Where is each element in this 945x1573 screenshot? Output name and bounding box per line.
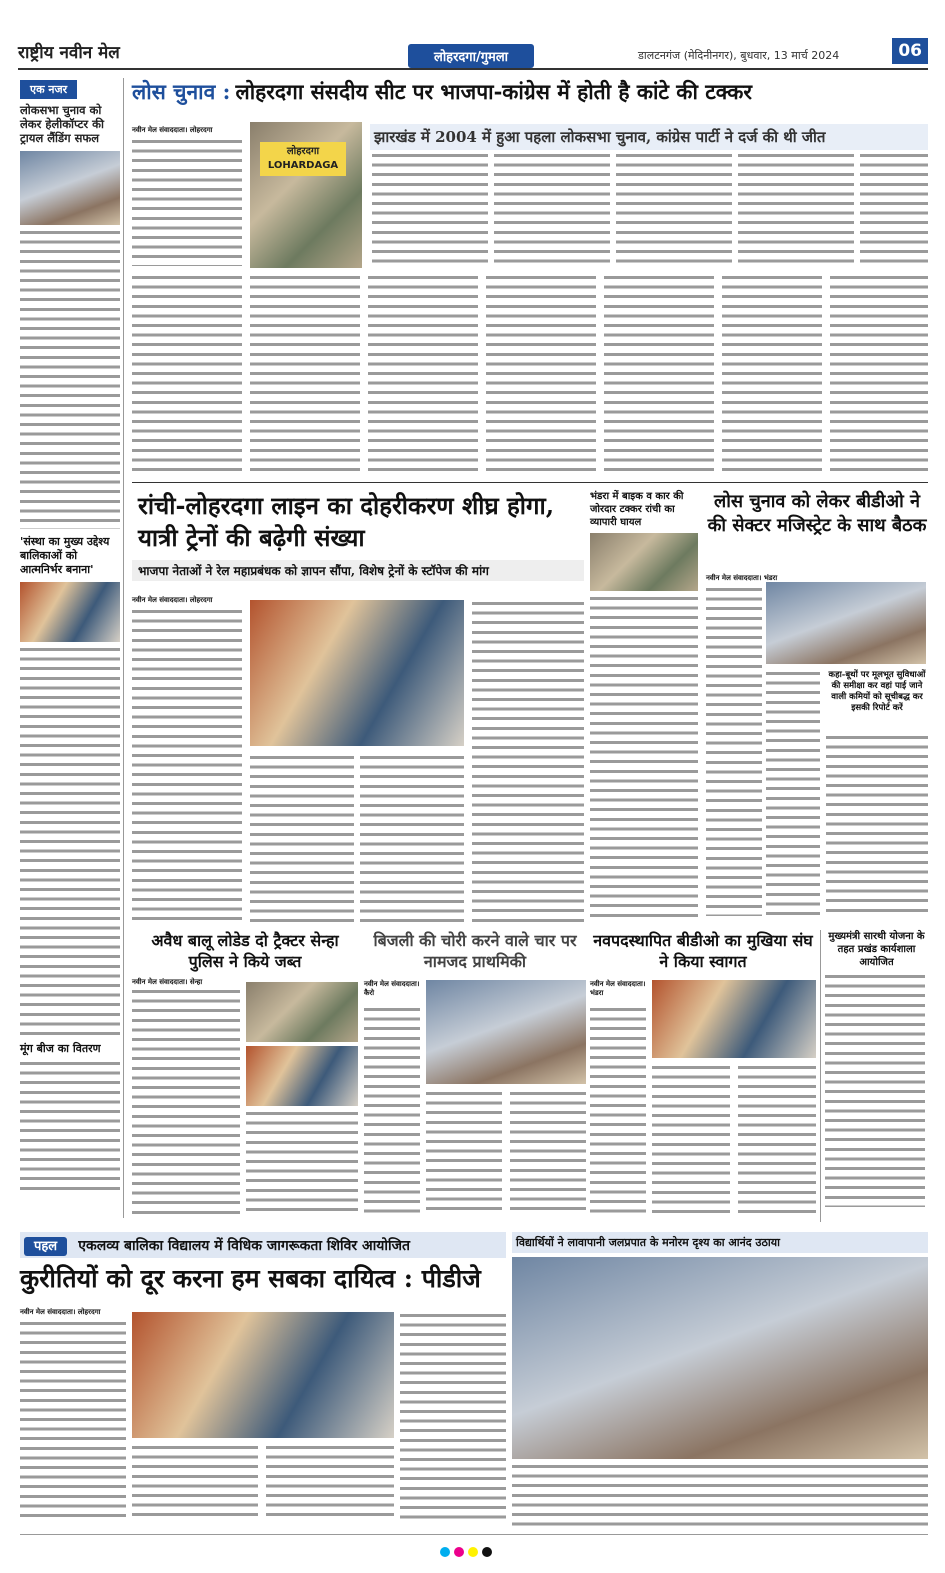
sand-story xyxy=(132,930,358,1222)
page-number: 06 xyxy=(892,38,928,64)
power-col-3 xyxy=(510,1090,586,1214)
trip-group-photo xyxy=(512,1257,928,1459)
station-sign: लोहरदगा LOHARDAGA xyxy=(260,142,346,176)
sidebar-tag: एक नजर xyxy=(20,80,77,99)
lead-col-3 xyxy=(494,152,610,266)
masthead xyxy=(18,38,928,70)
welcome-col-2 xyxy=(652,1064,730,1214)
sidebar-body-1 xyxy=(20,229,120,529)
lead-byline: नवीन मेल संवाददाता। लोहरदगा xyxy=(132,126,213,134)
section-label: लोहरदगा/गुमला xyxy=(408,44,534,68)
girls-karate-photo xyxy=(132,1312,394,1438)
bdo-quote: कहा-बूथों पर मूलभूत सुविधाओं की समीक्षा कर वहां पाई जाने वाली कमियों को सूचीबद्ध कर इसकी रिपोर्ट करें xyxy=(828,670,926,713)
lead-col-13 xyxy=(830,274,928,472)
accident-photo xyxy=(590,533,698,591)
welcome-story xyxy=(590,930,816,1222)
lead-subtitle: झारखंड में 2004 में हुआ पहला लोकसभा चुनाव, कांग्रेस पार्टी ने दर्ज की थी जीत xyxy=(370,124,928,150)
bdo-photo xyxy=(766,582,926,664)
sand-headline: अवैध बालू लोडेड दो ट्रैक्टर सेन्हा पुलिस ने किये जब्त xyxy=(151,931,339,971)
lead-col-10 xyxy=(486,274,596,472)
power-photo xyxy=(426,980,586,1084)
registration-marks xyxy=(438,1542,494,1561)
rail-headline: रांची-लोहरदगा लाइन का दोहरीकरण शीघ्र होगा, यात्री ट्रेनों की बढ़ेगी संख्या xyxy=(138,491,555,552)
power-story xyxy=(364,930,586,1222)
bdo-byline: नवीन मेल संवाददाता। भंडरा xyxy=(706,574,778,582)
rail-subtitle: भाजपा नेताओं ने रेल महाप्रबंधक को ज्ञापन सौंपा, विशेष ट्रेनों के स्टॉपेज की मांग xyxy=(132,560,584,581)
sand-byline: नवीन मेल संवाददाता। सेन्हा xyxy=(132,978,203,986)
lead-kicker: लोस चुनाव : xyxy=(132,79,231,104)
welcome-col-1 xyxy=(590,1006,646,1214)
paper-logo: राष्ट्रीय नवीन मेल xyxy=(18,43,120,63)
bdo-story xyxy=(706,490,928,928)
bottom-kicker: एकलव्य बालिका विद्यालय में विधिक जागरूकता शिविर आयोजित xyxy=(78,1238,411,1254)
trip-caption xyxy=(512,1463,928,1531)
power-col-1 xyxy=(364,1006,420,1214)
lead-col-11 xyxy=(604,274,714,472)
cm-body xyxy=(825,973,925,1207)
welcome-photo xyxy=(652,980,816,1058)
bottom-col-3 xyxy=(266,1444,394,1522)
lead-col-6 xyxy=(860,152,928,266)
bdo-headline: लोस चुनाव को लेकर बीडीओ ने की सेक्टर मजिस्ट्रेट के साथ बैठक xyxy=(707,491,927,536)
tractor-photo-1 xyxy=(246,982,358,1042)
rail-col-3 xyxy=(360,754,464,922)
sidebar-headline-3: मूंग बीज का वितरण xyxy=(20,1042,101,1055)
bottom-headline: कुरीतियों को दूर करना हम सबका दायित्व : पीडीजे xyxy=(20,1264,481,1293)
welcome-headline: नवपदस्थापित बीडीओ का मुखिया संघ ने किया स्वागत xyxy=(593,931,813,971)
bottom-tag: पहल xyxy=(24,1237,67,1256)
sidebar-headline-2: 'संस्था का मुख्य उद्देश्य बालिकाओं को आत्मनिर्भर बनाना' xyxy=(20,535,110,576)
girls-photo xyxy=(20,582,120,642)
tractor-photo-2 xyxy=(246,1046,358,1106)
bdo-col-3 xyxy=(826,734,928,916)
lead-col-12 xyxy=(722,274,822,472)
sidebar-body-3 xyxy=(20,1060,120,1190)
trip-story xyxy=(512,1232,928,1524)
sand-col-1 xyxy=(132,988,240,1214)
lead-col-2 xyxy=(372,152,488,266)
rail-story xyxy=(132,490,584,928)
rail-col-2 xyxy=(250,754,354,922)
lead-col-7 xyxy=(132,274,242,472)
sidebar xyxy=(20,78,124,1218)
bdo-col-2 xyxy=(766,670,820,916)
rail-col-4 xyxy=(472,600,584,922)
power-byline: नवीन मेल संवाददाता। कैरो xyxy=(364,980,420,997)
welcome-col-3 xyxy=(738,1064,816,1214)
accident-story xyxy=(590,490,700,928)
sidebar-body-2 xyxy=(20,646,120,1036)
trip-headline: विद्यार्थियों ने लावापानी जलप्रपात के मनोरम दृश्य का आनंद उठाया xyxy=(512,1232,928,1253)
welcome-byline: नवीन मेल संवाददाता। भंडरा xyxy=(590,980,646,997)
bottom-col-2 xyxy=(132,1444,258,1522)
date-line: डालटनगंज (मेदिनीनगर), बुधवार, 13 मार्च 2024 xyxy=(638,49,840,62)
lead-col-4 xyxy=(616,152,732,266)
accident-body xyxy=(590,595,698,921)
bottom-story xyxy=(20,1232,506,1524)
sand-col-2 xyxy=(246,1110,358,1214)
lead-col-5 xyxy=(738,152,854,266)
lead-col-1 xyxy=(132,138,242,266)
lohardaga-sign-photo xyxy=(250,122,362,268)
cm-headline: मुख्यमंत्री सारथी योजना के तहत प्रखंड कार्यशाला आयोजित xyxy=(828,931,925,968)
cm-story xyxy=(820,930,928,1222)
rail-byline: नवीन मेल संवाददाता। लोहरदगा xyxy=(132,596,213,604)
bottom-col-4 xyxy=(400,1312,506,1522)
rail-meeting-photo xyxy=(250,600,464,746)
accident-headline: भंडरा में बाइक व कार की जोरदार टक्कर रांची का व्यापारी घायल xyxy=(590,491,684,528)
bottom-byline: नवीन मेल संवाददाता। लोहरदगा xyxy=(20,1308,101,1316)
rail-col-1 xyxy=(132,608,242,922)
lead-headline: लोहरदगा संसदीय सीट पर भाजपा-कांग्रेस में होती है कांटे की टक्कर xyxy=(235,79,752,104)
bdo-col-1 xyxy=(706,586,762,916)
helicopter-photo xyxy=(20,151,120,225)
lead-story xyxy=(132,78,928,488)
bottom-col-1 xyxy=(20,1320,126,1522)
power-headline: बिजली की चोरी करने वाले चार पर नामजद प्राथमिकी xyxy=(373,931,577,971)
lead-col-9 xyxy=(368,274,478,472)
lead-col-8 xyxy=(250,274,360,472)
sidebar-headline-1: लोकसभा चुनाव को लेकर हेलीकॉप्टर की ट्रायल लैंडिंग सफल xyxy=(20,103,104,145)
power-col-2 xyxy=(426,1090,502,1214)
